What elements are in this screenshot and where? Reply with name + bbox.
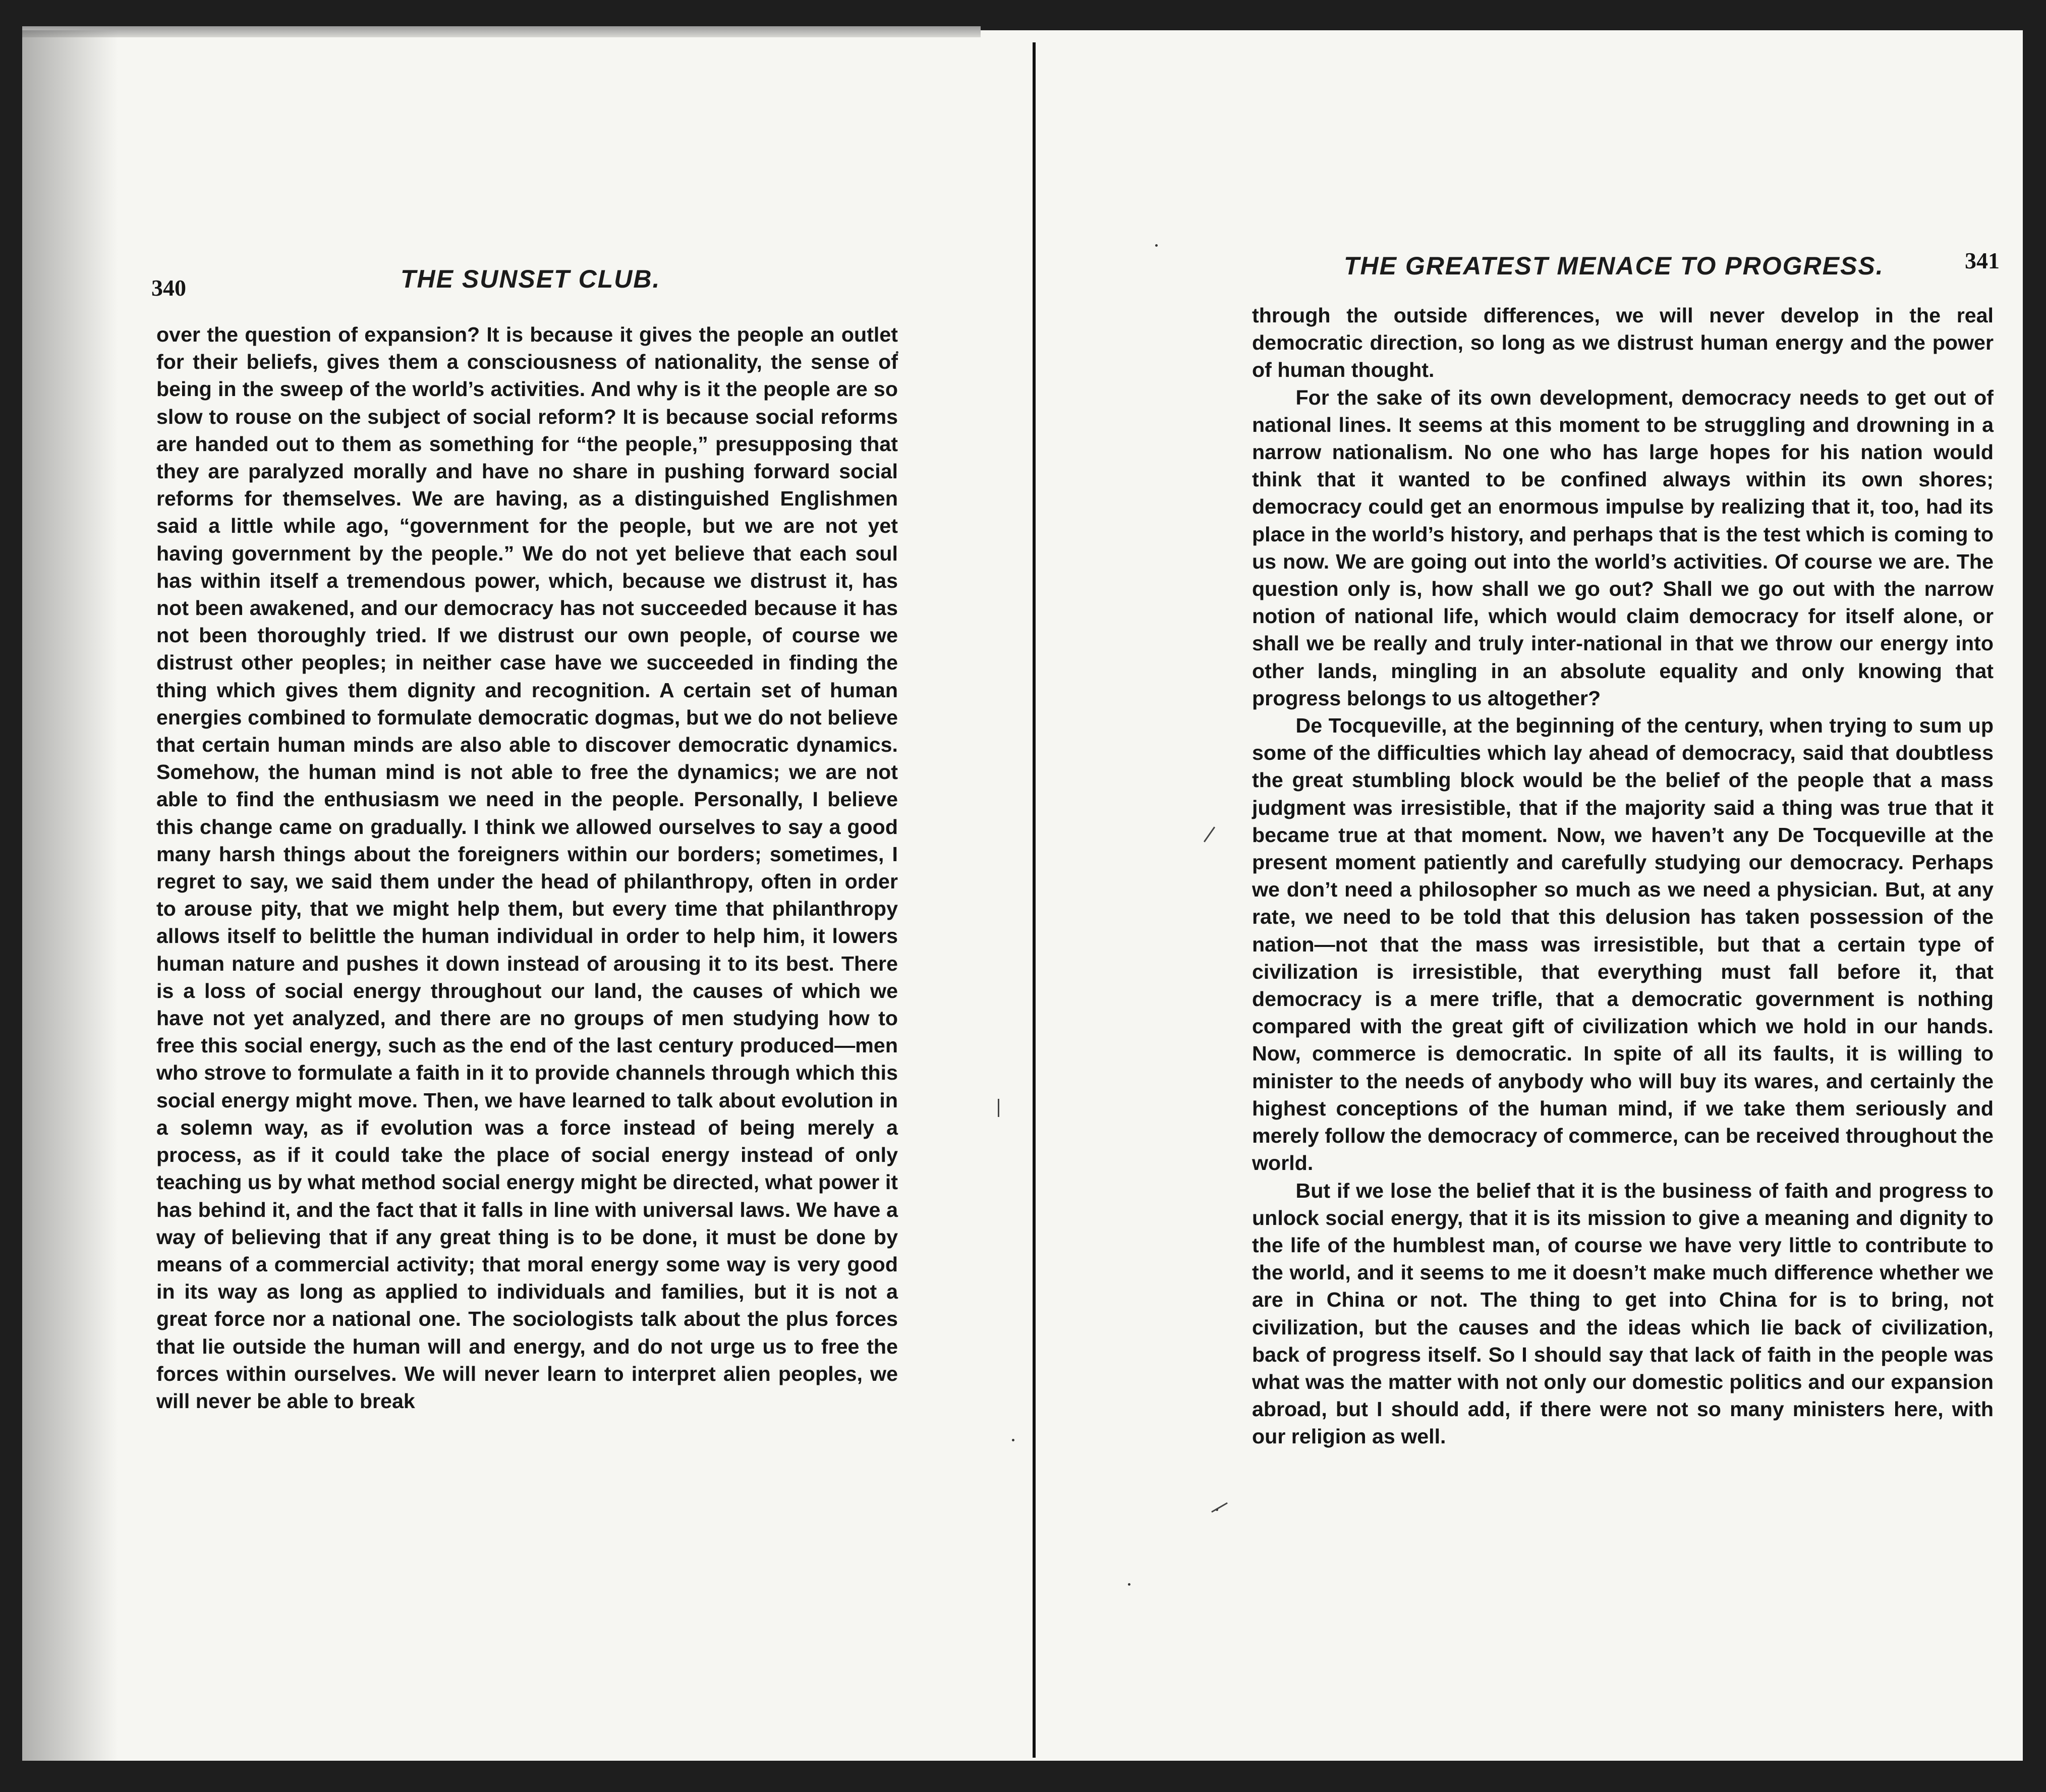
paragraph: over the question of expansion? It is because it gives the people an outlet for their beliefs, gives them a consciousness of nationality, the sense of being in the sweep of the world’s activities. And why is it the people are so slow to rouse on the subject of social reform? It is because social reforms are handed out to them as something for “the people,” presupposing that they are paralyzed morally and have no share in pushing forward social reforms for themselves. We are having, as a distinguished Englishmen said a little while ago, “government for the people, but we are not yet having government by the people.” We do not yet believe that each soul has within itself a tremendous power, which, because we distrust it, has not been awakened, and our democracy has not succeeded because it has not been thoroughly tried. If we distrust our own people, of course we distrust other peoples; in neither case have we succeeded in finding the thing which gives them dignity and recognition. A certain set of human energies combined to formulate democratic dogmas, but we do not believe that certain human minds are also able to discover democratic dynamics. Somehow, the human mind is not able to free the dynamics; we are not able to find the enthusiasm we need in the people. Personally, I believe this change came on gradually. I think we allowed ourselves to say a good many harsh things about the foreigners within our borders; sometimes, I regret to say, we said them under the head of philanthropy, often in order to arouse pity, that we might help them, but every time that philanthropy allows itself to belittle the human individual in order to help him, it lowers human nature and pushes it down instead of arousing it to its best. There is a loss of social energy throughout our land, the causes of which we have not yet analyzed, and there are no groups of men studying how to free this social energy, such as the end of the last century produced—men who strove to formulate a faith in it to provide channels through which this social energy might move. Then, we have learned to talk about evolution in a solemn way, as if evolution was a force instead of being merely a process, as if it could take the place of social energy instead of only teaching us by what method social energy might be directed, what power it has behind it, and the fact that it falls in line with universal laws. We have a way of believing that if any great thing is to be done, it must be done by means of a commercial activity; that moral energy some way is very good in its way as long as applied to individuals and families, but it is not a great force nor a national one. The sociologists talk about the plus forces that lie outside the human will and energy, and do not urge us to free the forces within ourselves. We will never learn to interpret alien peoples, we will never be able to break (156, 323, 898, 1413)
paragraph: For the sake of its own development, democracy needs to get out of national lines. It seems at this moment to be struggling and drowning in a narrow nationalism. No one who has large hopes for his nation would think that it wanted to be confined always within its own shores; democracy could get an enormous impulse by realizing that it, too, had its place in the world’s history, and perhaps that is the test which is coming to us now. We are going out into the world’s activities. Of course we are. The question only is, how shall we go out? Shall we go out with the narrow notion of national life, which would claim democracy for itself alone, or shall we be really and truly inter-national in that we throw our energy into other lands, mingling in an absolute equality and only knowing that progress belongs to us altogether? (1252, 385, 1994, 710)
spread-content (22, 30, 2023, 1761)
paragraph: But if we lose the belief that it is the business of faith and progress to unlock social energy, that it is its mission to give a meaning and dignity to the life of the humblest man, of course we have very little to contribute to the world, and it seems to me it doesn’t make much difference whether we are in China or not. The thing to get into China for is to bring, not civilization, but the causes and the ideas which lie back of civilization, back of progress itself. So I should say that lack of faith in the people was what was the matter with not only our domestic politics and our expansion abroad, but I should add, if there were not so many ministers here, with our religion as well. (1252, 1179, 1994, 1448)
left-page (138, 30, 925, 1761)
right-page (1243, 30, 2010, 1761)
left-page-body (156, 321, 898, 1415)
paragraph: De Tocqueville, at the beginning of the century, when trying to sum up some of the difficulties which lay ahead of democracy, said that doubtless the great stumbling block would be the belief of the people that a mass judgment was irresistible, that if the majority said a thing was true that it became true at that moment. Now, we haven’t any De Tocqueville at the present moment patiently and carefully studying our democracy. Perhaps we don’t need a philosopher so much as we need a physician. But, at any rate, we need to be told that this delusion has taken possession of the nation—not that the mass was irresistible, but that a certain type of civilization is irresistible, that everything must fall before it, that democracy is a mere trifle, that a democratic government is nothing compared with the great gift of civilization which we hold in our hands. Now, commerce is democratic. In spite of all its faults, it is willing to minister to the needs of anybody who will buy its wares, and certainly the highest conceptions of the human mind, if we take them seriously and merely follow the democracy of commerce, can be received throughout the world. (1252, 714, 1994, 1175)
right-page-number: 341 (1965, 248, 2000, 273)
left-running-head: THE SUNSET CLUB. (401, 265, 661, 293)
right-page-body (1252, 302, 1994, 1450)
right-page-header (1243, 248, 2010, 297)
left-page-header (138, 256, 925, 301)
left-page-number: 340 (151, 275, 186, 301)
paragraph: through the outside differences, we will never develop in the real democratic direction, so long as we distrust human energy and the power of human thought. (1252, 304, 1994, 382)
right-running-head: THE GREATEST MENACE TO PROGRESS. (1344, 252, 1884, 280)
